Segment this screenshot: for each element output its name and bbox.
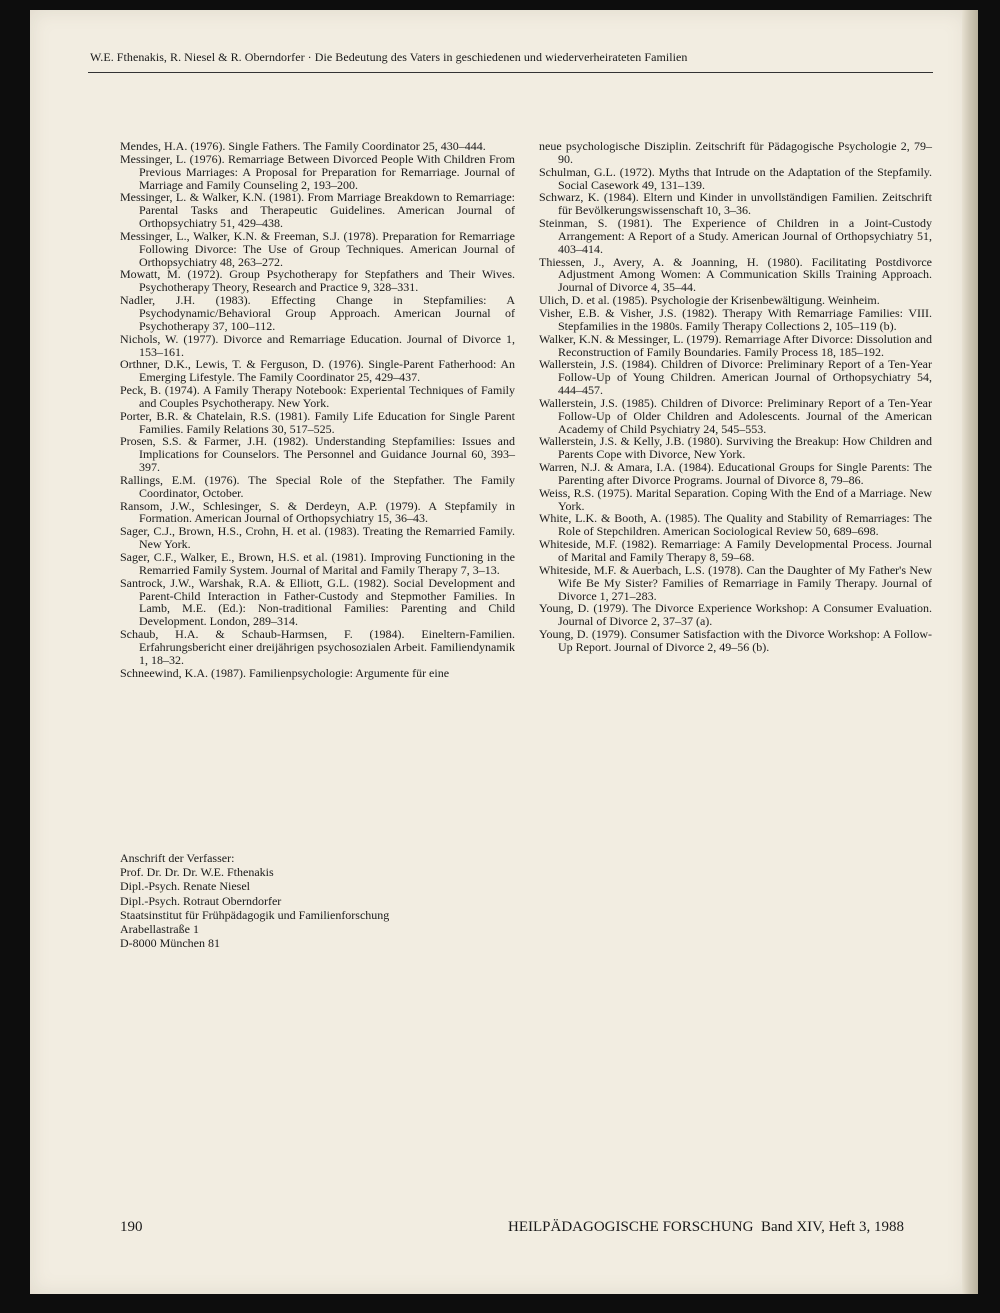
address-line: Prof. Dr. Dr. Dr. W.E. Fthenakis xyxy=(120,865,274,880)
reference-entry: Schaub, H.A. & Schaub-Harmsen, F. (1984). Eineltern-Familien. Erfahrungsbericht einer dreijährigen psychosozialen Arbeit. Familiendynamik 1, 18–32. xyxy=(120,627,515,667)
reference-entry: Steinman, S. (1981). The Experience of Children in a Joint-Custody Arrangement: A Report of a Study. American Journal of Orthopsychiatry 51, 403–414. xyxy=(539,216,932,256)
references-left-column xyxy=(120,140,515,679)
references-right-column xyxy=(539,140,932,654)
reference-entry: Orthner, D.K., Lewis, T. & Ferguson, D. (1976). Single-Parent Fatherhood: An Emerging Lifestyle. The Family Coordinator 25, 429–437. xyxy=(120,357,515,385)
reference-entry: Santrock, J.W., Warshak, R.A. & Elliott, G.L. (1982). Social Development and Parent-Child Interaction in Father-Custody and Stepmother Families. In Lamb, M.E. (Ed.): Non-traditional Families: Parenting and Child Development. London, 289–314. xyxy=(120,575,515,629)
address-line: Arabellastraße 1 xyxy=(120,922,199,937)
reference-entry: Ulich, D. et al. (1985). Psychologie der Krisenbewältigung. Weinheim. xyxy=(539,293,880,308)
address-line: Dipl.-Psych. Rotraut Oberndorfer xyxy=(120,893,282,908)
reference-entry: Schulman, G.L. (1972). Myths that Intrude on the Adaptation of the Stepfamily. Social Casework 49, 131–139. xyxy=(539,164,932,192)
author-address xyxy=(120,851,389,950)
reference-entry: Weiss, R.S. (1975). Marital Separation. Coping With the End of a Marriage. New York. xyxy=(539,485,932,513)
header-rule xyxy=(88,72,933,73)
reference-entry: Nadler, J.H. (1983). Effecting Change in Stepfamilies: A Psychodynamic/Behavioral Group Approach. American Journal of Psychotherapy 37, 100–112. xyxy=(120,293,515,333)
reference-entry: Whiteside, M.F. & Auerbach, L.S. (1978). Can the Daughter of My Father's New Wife Be My Sister? Families of Remarriage in Family Therapy. Journal of Divorce 1, 271–283. xyxy=(539,562,932,603)
reference-entry: Messinger, L. (1976). Remarriage Between Divorced People With Children From Previous Marriages: A Proposal for Preparation for Remarriage. Journal of Marriage and Family Counseling 2, 193–200. xyxy=(120,151,515,192)
reference-entry: Wallerstein, J.S. & Kelly, J.B. (1980). Surviving the Breakup: How Children and Parents Cope with Divorce, New York. xyxy=(539,434,932,462)
address-line: D-8000 München 81 xyxy=(120,936,220,951)
reference-entry: White, L.K. & Booth, A. (1985). The Quality and Stability of Remarriages: The Role of Stepchildren. American Sociological Review 50, 689–698. xyxy=(539,511,932,539)
reference-entry: Wallerstein, J.S. (1985). Children of Divorce: Preliminary Report of a Ten-Year Follow-Up of Older Children and Adolescents. Journal of the American Academy of Child Psychiatry 24, 545–553. xyxy=(539,395,932,436)
address-heading: Anschrift der Verfasser: xyxy=(120,851,235,865)
reference-entry: Sager, C.J., Brown, H.S., Crohn, H. et al. (1983). Treating the Remarried Family. New York. xyxy=(120,524,515,552)
reference-entry: Warren, N.J. & Amara, I.A. (1984). Educational Groups for Single Parents: The Parenting after Divorce Programs. Journal of Divorce 8, 79–86. xyxy=(539,460,932,487)
reference-entry: Mendes, H.A. (1976). Single Fathers. The Family Coordinator 25, 430–444. xyxy=(120,139,486,153)
page-number: 190 xyxy=(120,1219,143,1235)
reference-entry: Sager, C.F., Walker, E., Brown, H.S. et al. (1981). Improving Functioning in the Remarried Family System. Journal of Marital and Family Therapy 7, 3–13. xyxy=(120,550,515,577)
journal-footer xyxy=(508,1219,904,1236)
reference-entry: Messinger, L. & Walker, K.N. (1981). From Marriage Breakdown to Remarriage: Parental Tasks and Therapeutic Guidelines. American Journal of Orthopsychiatry 51, 429–438. xyxy=(120,190,515,231)
address-line: Staatsinstitut für Frühpädagogik und Familienforschung xyxy=(120,907,390,922)
journal-issue: Band XIV, Heft 3, 1988 xyxy=(760,1219,904,1235)
reference-entry: Whiteside, M.F. (1982). Remarriage: A Family Developmental Process. Journal of Marital and Family Therapy 8, 59–68. xyxy=(539,537,932,564)
reference-entry: neue psychologische Disziplin. Zeitschrift für Pädagogische Psychologie 2, 79–90. xyxy=(539,139,932,166)
running-head: W.E. Fthenakis, R. Niesel & R. Oberndorfer · Die Bedeutung des Vaters in geschiedenen und wiederverheirateten Familien xyxy=(90,50,688,64)
reference-entry: Visher, E.B. & Visher, J.S. (1982). Therapy With Remarriage Families: VIII. Stepfamilies in the 1980s. Family Therapy Collections 2, 105–119 (b). xyxy=(539,305,932,333)
reference-entry: Schwarz, K. (1984). Eltern und Kinder in unvollständigen Familien. Zeitschrift für Bevölkerungswissenschaft 10, 3–36. xyxy=(539,190,932,218)
reference-entry: Porter, B.R. & Chatelain, R.S. (1981). Family Life Education for Single Parent Families. Family Relations 30, 517–525. xyxy=(120,408,515,436)
address-line: Dipl.-Psych. Renate Niesel xyxy=(120,879,250,894)
reference-entry: Rallings, E.M. (1976). The Special Role of the Stepfather. The Family Coordinator, October. xyxy=(120,472,515,500)
reference-entry: Thiessen, J., Avery, A. & Joanning, H. (1980). Facilitating Postdivorce Adjustment Among Women: A Communication Skills Training Approach. Journal of Divorce 4, 35–44. xyxy=(539,254,932,295)
reference-entry: Schneewind, K.A. (1987). Familienpsychologie: Argumente für eine xyxy=(120,665,450,680)
reference-entry: Peck, B. (1974). A Family Therapy Notebook: Experiental Techniques of Family and Couples Psychotherapy. New York. xyxy=(120,383,515,410)
reference-entry: Young, D. (1979). The Divorce Experience Workshop: A Consumer Evaluation. Journal of Divorce 2, 37–37 (a). xyxy=(539,601,932,629)
reference-entry: Wallerstein, J.S. (1984). Children of Divorce: Preliminary Report of a Ten-Year Follow-Up of Young Children. American Journal of Orthopsychiatry 54, 444–457. xyxy=(539,357,932,398)
reference-entry: Nichols, W. (1977). Divorce and Remarriage Education. Journal of Divorce 1, 153–161. xyxy=(120,331,515,359)
reference-entry: Walker, K.N. & Messinger, L. (1979). Remarriage After Divorce: Dissolution and Reconstruction of Family Boundaries. Family Process 18, 185–192. xyxy=(539,331,932,359)
reference-entry: Mowatt, M. (1972). Group Psychotherapy for Stepfathers and Their Wives. Psychotherapy Theory, Research and Practice 9, 328–331. xyxy=(120,267,515,295)
reference-entry: Prosen, S.S. & Farmer, J.H. (1982). Understanding Stepfamilies: Issues and Implications for Counselors. The Personnel and Guidance Journal 60, 393–397. xyxy=(120,434,515,475)
book-spine-edge xyxy=(962,10,978,1294)
reference-entry: Ransom, J.W., Schlesinger, S. & Derdeyn, A.P. (1979). A Stepfamily in Formation. American Journal of Orthopsychiatry 15, 36–43. xyxy=(120,498,515,526)
reference-entry: Young, D. (1979). Consumer Satisfaction with the Divorce Workshop: A Follow-Up Report. Journal of Divorce 2, 49–56 (b). xyxy=(539,627,932,654)
journal-name: HEILPÄDAGOGISCHE FORSCHUNG xyxy=(508,1219,754,1235)
reference-entry: Messinger, L., Walker, K.N. & Freeman, S.J. (1978). Preparation for Remarriage Following Divorce: The Use of Group Techniques. American Journal of Orthopsychiatry 48, 263–272. xyxy=(120,228,515,269)
